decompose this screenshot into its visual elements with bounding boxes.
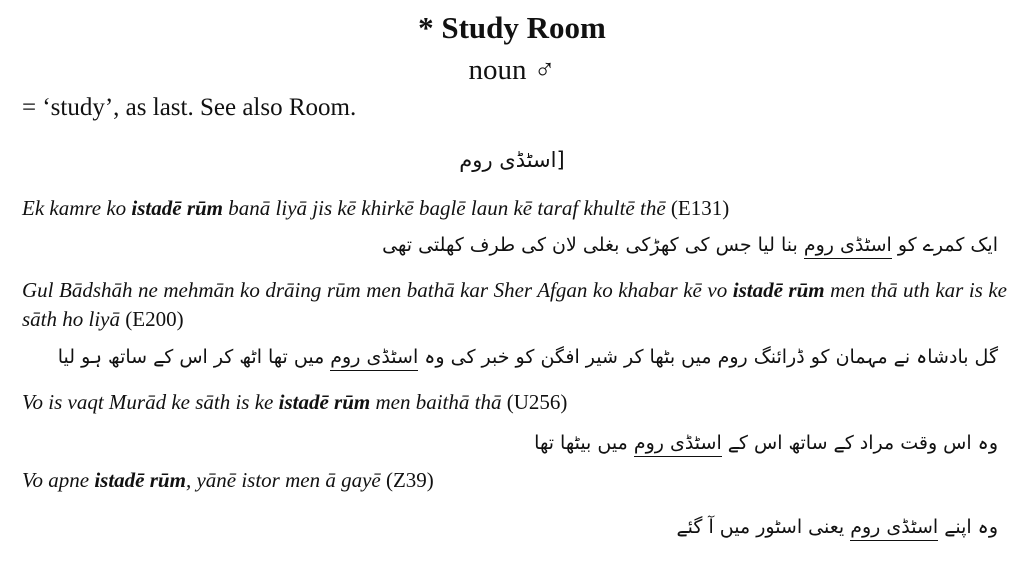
definition: = ‘study’, as last. See also Room. — [22, 94, 357, 121]
source-reference: (E131) — [670, 196, 730, 220]
highlighted-urdu-term: اسٹڈی روم — [804, 234, 892, 259]
highlighted-term: istadē rūm — [278, 390, 371, 414]
example-urdu: وہ اس وقت مراد کے ساتھ اس کے اسٹڈی روم میں بیٹھا تھا — [534, 424, 998, 462]
urdu-headword: [اسٹڈی روم — [459, 148, 565, 172]
example-transliteration: Gul Bādshāh ne mehmān ko drāing rūm men bathā kar Sher Afgan ko khabar kē vo istadē rūm men thā uth kar is ke sāth ho liyā (E200) — [22, 278, 1007, 331]
source-reference: (U256) — [506, 390, 568, 414]
source-reference: (Z39) — [385, 468, 434, 492]
example-urdu: ایک کمرے کو اسٹڈی روم بنا لیا جس کی کھڑکی بغلی لان کی طرف کھلتی تھی — [382, 226, 998, 264]
example-transliteration: Vo apne istadē rūm, yānē istor men ā gayē (Z39) — [22, 468, 434, 492]
example-transliteration: Vo is vaqt Murād ke sāth is ke istadē rūm men baithā thā (U256) — [22, 390, 568, 414]
example-transliteration: Ek kamre ko istadē rūm banā liyā jis kē khirkē baglē laun kē taraf khultē thē (E131) — [22, 196, 730, 220]
source-reference: (E200) — [125, 307, 184, 331]
example-urdu: وہ اپنے اسٹڈی روم یعنی اسٹور میں آ گئے — [677, 508, 998, 546]
example-urdu: گل بادشاہ نے مہمان کو ڈرائنگ روم میں بٹھا کر شیر افگن کو خبر کی وہ اسٹڈی روم میں تھا اٹھ کر اس کے ساتھ ہو لیا — [58, 338, 998, 376]
highlighted-urdu-term: اسٹڈی روم — [850, 516, 938, 541]
headword: * Study Room — [418, 10, 606, 45]
highlighted-term: istadē rūm — [131, 196, 224, 220]
highlighted-term: istadē rūm — [94, 468, 186, 492]
highlighted-urdu-term: اسٹڈی روم — [634, 432, 722, 457]
part-of-speech: noun ♂ — [468, 54, 556, 86]
highlighted-term: istadē rūm — [732, 278, 825, 302]
highlighted-urdu-term: اسٹڈی روم — [330, 346, 418, 371]
